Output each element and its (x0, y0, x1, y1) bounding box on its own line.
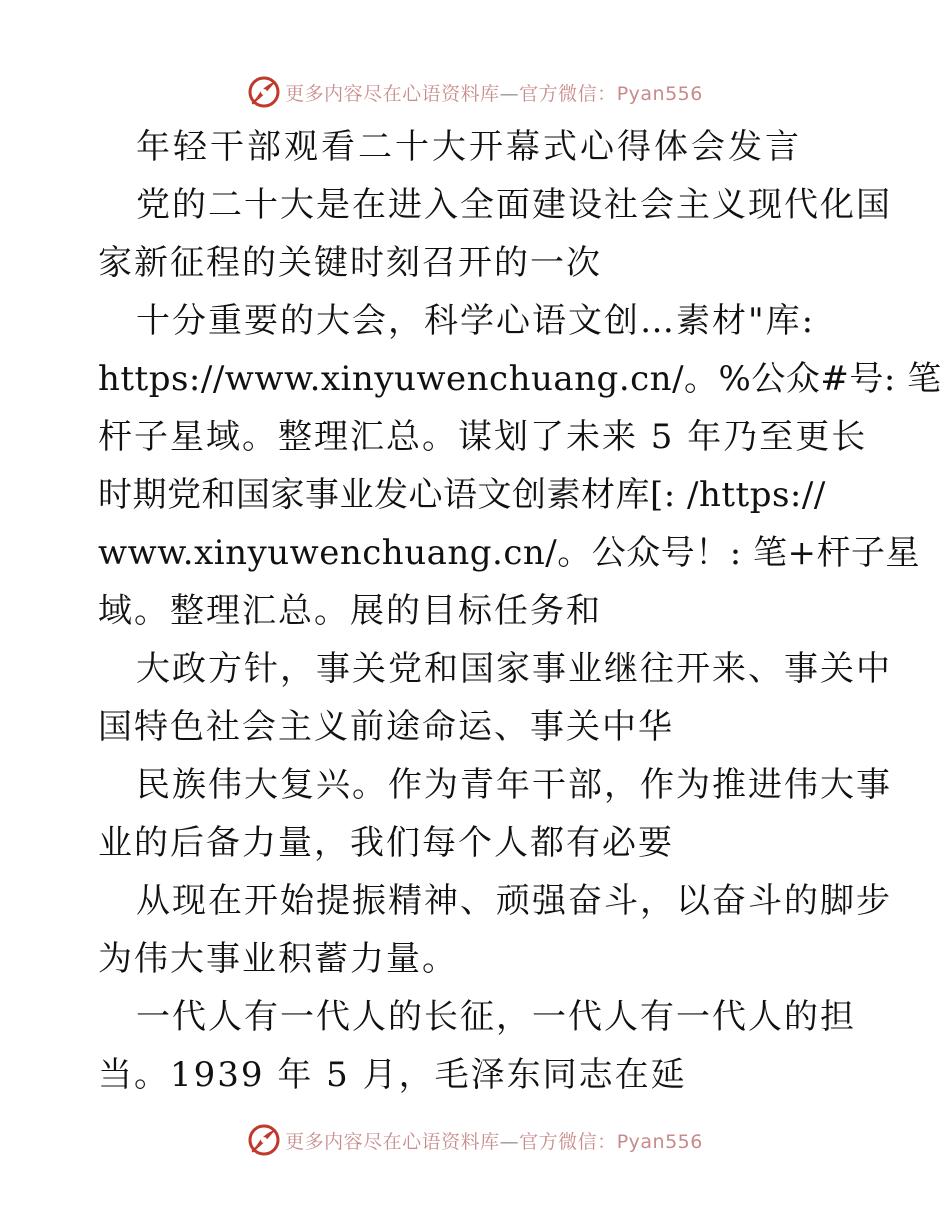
footer-separator: — (499, 1130, 520, 1153)
header-text (285, 79, 703, 106)
text-line: 时期党和国家事业发心语文创素材库[: /https:// (98, 475, 826, 515)
footer-text (285, 1127, 703, 1154)
text-line: 业的后备力量，我们每个人都有必要 (98, 823, 674, 863)
text-line: 党的二十大是在进入全面建设社会主义现代化国 (136, 185, 892, 225)
header-wechat-id: Pyan556 (616, 82, 703, 105)
document-title: 年轻干部观看二十大开幕式心得体会发言 (136, 127, 802, 167)
header-separator: — (499, 82, 520, 105)
text-line: 为伟大事业积蓄力量。 (98, 939, 458, 979)
header-site-name: 更多内容尽在心语资料库 (285, 82, 500, 105)
text-line: 杆子星域。整理汇总。谋划了未来 5 年乃至更长 (98, 417, 868, 457)
header-wechat-label: 官方微信： (519, 82, 617, 105)
text-line: 民族伟大复兴。作为青年干部，作为推进伟大事 (136, 765, 892, 805)
text-line: www.xinyuwenchuang.cn/。公众号！: 笔+杆子星 (98, 533, 920, 573)
footer-wechat-id: Pyan556 (616, 1130, 703, 1153)
footer-banner (0, 1120, 950, 1160)
text-line: 大政方针，事关党和国家事业继往开来、事关中 (136, 649, 892, 689)
text-line: 当。1939 年 5 月，毛泽东同志在延 (98, 1055, 687, 1095)
text-line: 十分重要的大会，科学心语文创…素材"库: (136, 301, 816, 341)
text-line: https://www.xinyuwenchuang.cn/。%公众#号: 笔 (98, 359, 942, 399)
text-line: 国特色社会主义前途命运、事关中华 (98, 707, 674, 747)
quill-logo-icon (247, 75, 281, 109)
footer-wechat-label: 官方微信： (519, 1130, 617, 1153)
document-body (98, 118, 942, 1104)
quill-logo-icon (247, 1123, 281, 1157)
text-line: 一代人有一代人的长征，一代人有一代人的担 (136, 997, 856, 1037)
header-banner (0, 72, 950, 112)
footer-site-name: 更多内容尽在心语资料库 (285, 1130, 500, 1153)
text-line: 家新征程的关键时刻召开的一次 (98, 243, 602, 283)
text-line: 从现在开始提振精神、顽强奋斗，以奋斗的脚步 (136, 881, 892, 921)
text-line: 域。整理汇总。展的目标任务和 (98, 591, 602, 631)
